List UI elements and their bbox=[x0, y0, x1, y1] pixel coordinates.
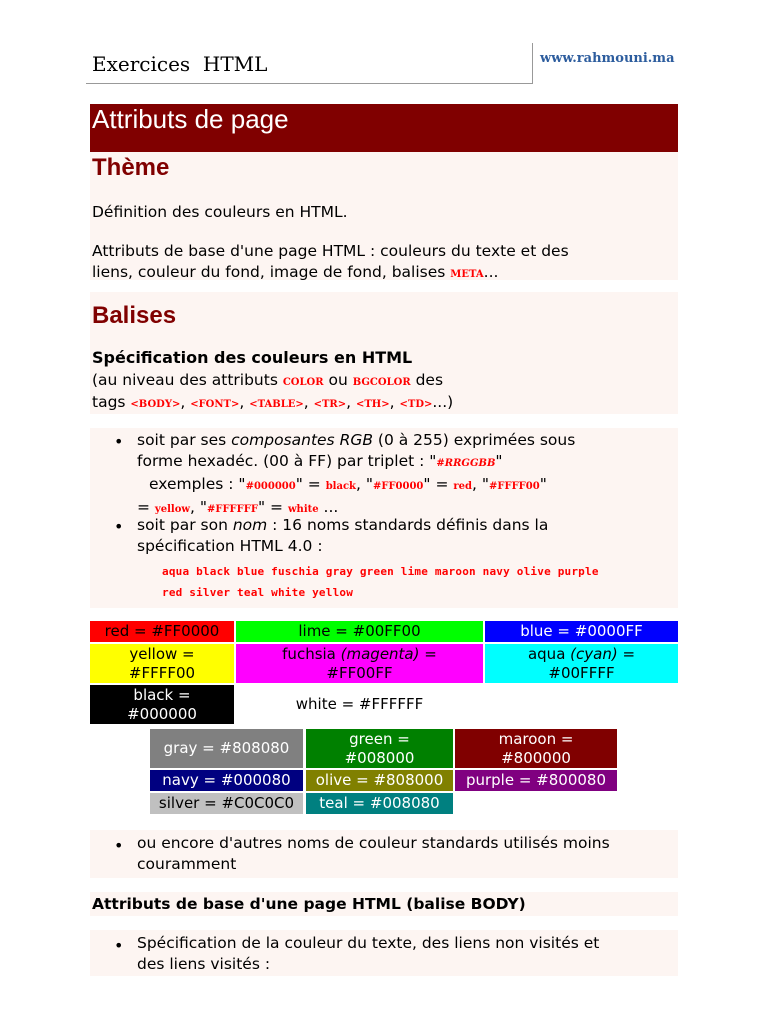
bullet-rgb-line-2 bbox=[137, 451, 575, 474]
theme-heading: Thème bbox=[92, 154, 170, 181]
color-cell-gray bbox=[150, 729, 303, 768]
text: forme hexadéc. (00 à FF) par triplet : " bbox=[137, 452, 437, 470]
text: " bbox=[539, 475, 547, 493]
bullet-marker: • bbox=[114, 432, 124, 451]
color-cell-maroon bbox=[455, 729, 617, 768]
balises-heading: Balises bbox=[92, 302, 177, 329]
header-rule bbox=[86, 83, 533, 84]
bgcolor-attribute: BGCOLOR bbox=[352, 377, 411, 388]
text: : 16 noms standards définis dans la bbox=[267, 516, 549, 534]
text: , bbox=[389, 393, 400, 411]
label-line: yellow = bbox=[129, 644, 195, 663]
rrggbb-code: #RRGGBB bbox=[436, 458, 496, 469]
color-cell-label: lime = #00FF00 bbox=[298, 622, 421, 640]
text: (0 à 255) exprimées sous bbox=[372, 431, 576, 449]
text: , bbox=[303, 393, 314, 411]
bullet-text-color-line-1: Spécification de la couleur du texte, des liens non visités et bbox=[137, 934, 600, 952]
examples-line-1 bbox=[137, 474, 575, 497]
color-cell-label bbox=[499, 730, 574, 768]
theme-paragraph-2-line-1: Attributs de base d'une page HTML : couleurs du texte et des bbox=[92, 242, 569, 260]
color-cell-navy bbox=[150, 770, 303, 791]
meta-keyword: META bbox=[450, 269, 484, 280]
bullet-rgb-line-1 bbox=[137, 430, 575, 451]
text: ...) bbox=[432, 393, 454, 411]
text: ou bbox=[323, 371, 353, 389]
color-name: yellow bbox=[154, 504, 190, 515]
text: (au niveau des attributs bbox=[92, 371, 283, 389]
theme-paragraph-2-line-2 bbox=[92, 262, 569, 285]
text: , " bbox=[189, 498, 207, 516]
text: ... bbox=[483, 263, 499, 281]
color-cell-lime bbox=[236, 621, 483, 642]
text: aqua bbox=[527, 644, 571, 663]
text: liens, couleur du fond, image de fond, balises bbox=[92, 263, 451, 281]
label-line: #FF00FF bbox=[326, 663, 393, 682]
code: #FF0000 bbox=[372, 481, 424, 492]
color-cell-label bbox=[127, 686, 197, 724]
bullet-names-line-2: spécification HTML 4.0 : bbox=[137, 537, 323, 555]
label-line bbox=[282, 645, 437, 664]
color-cell-olive bbox=[306, 770, 453, 791]
label-line: green = bbox=[349, 729, 410, 748]
color-name: white bbox=[287, 504, 319, 515]
text: soit par son bbox=[137, 516, 233, 534]
body-attributes-heading: Attributs de base d'une page HTML (balise BODY) bbox=[92, 895, 526, 913]
emphasis: composantes RGB bbox=[231, 431, 373, 449]
tag-tr: <TR> bbox=[313, 399, 347, 410]
balises-tags-line bbox=[92, 392, 453, 415]
label-line: #008000 bbox=[344, 748, 415, 767]
text: " = bbox=[295, 475, 326, 493]
color-cell-white bbox=[236, 685, 483, 724]
header-divider bbox=[532, 43, 533, 83]
bullet-marker: • bbox=[114, 936, 124, 955]
color-cell-yellow bbox=[90, 644, 234, 683]
color-cell-red bbox=[90, 621, 234, 642]
text: , " bbox=[472, 475, 489, 493]
tag-td: <TD> bbox=[399, 399, 433, 410]
text: " = bbox=[257, 498, 288, 516]
color-cell-label: navy = #000080 bbox=[162, 771, 291, 789]
color-cell-label bbox=[282, 645, 437, 683]
bullet-text-color-line-2: des liens visités : bbox=[137, 955, 271, 973]
color-cell-label: silver = #C0C0C0 bbox=[158, 794, 295, 812]
standard-color-names-line-2: red silver teal white yellow bbox=[162, 586, 354, 599]
label-line: maroon = bbox=[498, 729, 574, 748]
text: = bbox=[617, 644, 636, 663]
color-cell-label: gray = #808080 bbox=[163, 739, 290, 757]
tag-font: <FONT> bbox=[190, 399, 240, 410]
text: = bbox=[137, 498, 155, 516]
code: #FFFFFF bbox=[206, 504, 258, 515]
bullet-text-color bbox=[137, 933, 599, 975]
label-line: black = bbox=[133, 685, 191, 704]
theme-paragraph-2 bbox=[92, 241, 569, 285]
color-cell-label bbox=[129, 645, 195, 683]
color-cell-fuchsia bbox=[236, 644, 483, 683]
theme-paragraph-1: Définition des couleurs en HTML. bbox=[92, 203, 348, 221]
bullet-names-line-1 bbox=[137, 515, 548, 536]
color-cell-label: red = #FF0000 bbox=[104, 622, 220, 640]
emphasis: (magenta) bbox=[340, 644, 420, 663]
color-cell-label: olive = #808000 bbox=[315, 771, 444, 789]
label-line bbox=[528, 645, 635, 664]
color-cell-purple bbox=[455, 770, 617, 791]
text: soit par ses bbox=[137, 431, 232, 449]
page-title: Attributs de page bbox=[92, 104, 289, 134]
text: ... bbox=[318, 498, 339, 516]
color-cell-aqua bbox=[485, 644, 678, 683]
color-cell-black bbox=[90, 685, 234, 724]
bullet-names bbox=[137, 515, 548, 557]
text: , bbox=[239, 393, 250, 411]
text: des bbox=[410, 371, 444, 389]
label-line: #800000 bbox=[501, 748, 571, 767]
tag-table: <TABLE> bbox=[249, 399, 304, 410]
tag-th: <TH> bbox=[355, 399, 390, 410]
color-cell-green bbox=[306, 729, 453, 768]
color-cell-label: white = #FFFFFF bbox=[295, 695, 424, 713]
emphasis: nom bbox=[232, 516, 268, 534]
text: , bbox=[346, 393, 356, 411]
bullet-more-colors bbox=[137, 833, 610, 875]
color-name: red bbox=[453, 481, 472, 492]
code: #FFFF00 bbox=[488, 481, 540, 492]
color-cell-label bbox=[528, 645, 635, 683]
label-line: #FFFF00 bbox=[128, 663, 196, 682]
tag-body: <BODY> bbox=[130, 399, 181, 410]
color-attribute: COLOR bbox=[282, 377, 324, 388]
color-name: black bbox=[325, 481, 356, 492]
color-cell-label: blue = #0000FF bbox=[520, 622, 643, 640]
bullet-marker: • bbox=[114, 517, 124, 536]
text: , " bbox=[355, 475, 373, 493]
color-cell-label: teal = #008080 bbox=[319, 794, 440, 812]
color-cell-blue bbox=[485, 621, 678, 642]
text: exemples : " bbox=[149, 475, 246, 493]
text: " = bbox=[423, 475, 454, 493]
page-title-banner bbox=[90, 104, 678, 152]
document-header-title: Exercices HTML bbox=[92, 52, 268, 76]
color-cell-label bbox=[345, 730, 415, 768]
bullet-more-colors-line-1: ou encore d'autres noms de couleur standards utilisés moins bbox=[137, 834, 610, 852]
text: tags bbox=[92, 393, 131, 411]
header-website-link[interactable]: www.rahmouni.ma bbox=[540, 51, 675, 66]
label-line: #000000 bbox=[127, 704, 197, 723]
text: " bbox=[495, 452, 503, 470]
bullet-marker: • bbox=[114, 836, 124, 855]
color-cell-label: purple = #800080 bbox=[465, 771, 607, 789]
bullet-rgb bbox=[137, 430, 575, 520]
text: , bbox=[180, 393, 191, 411]
emphasis: (cyan) bbox=[570, 644, 618, 663]
code: #000000 bbox=[245, 481, 296, 492]
text: = bbox=[419, 644, 437, 663]
label-line: #00FFFF bbox=[548, 663, 615, 682]
balises-subheading: Spécification des couleurs en HTML bbox=[92, 348, 413, 367]
color-cell-silver bbox=[150, 793, 303, 814]
color-cell-teal bbox=[306, 793, 453, 814]
balises-attributes-line bbox=[92, 370, 443, 393]
text: fuchsia bbox=[282, 644, 341, 663]
bullet-more-colors-line-2: couramment bbox=[137, 855, 237, 873]
standard-color-names-line-1: aqua black blue fuschia gray green lime maroon navy olive purple bbox=[162, 565, 599, 578]
